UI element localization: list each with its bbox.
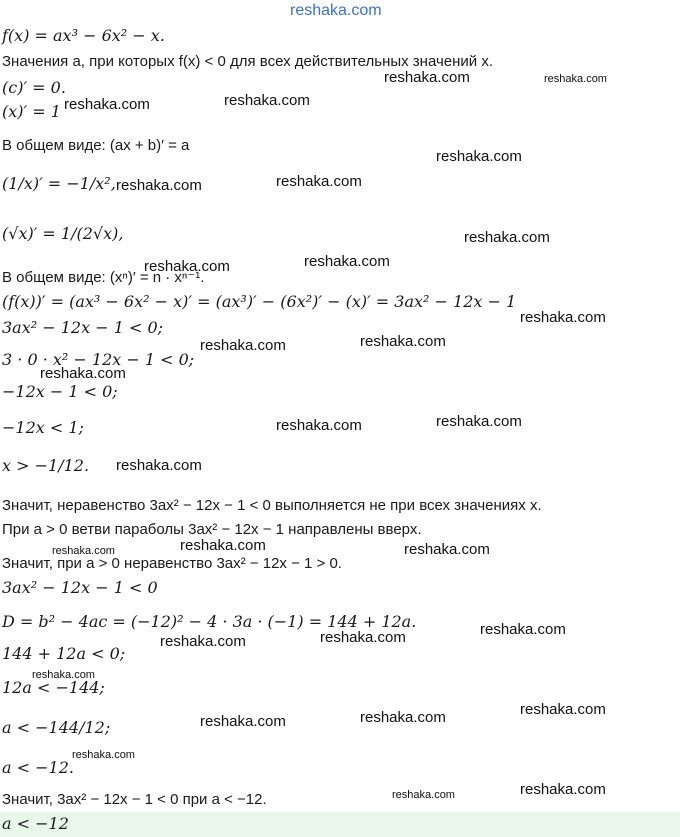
parabola-note: При a > 0 ветви параболы 3ax² − 12x − 1 направлены вверх. [2,521,422,538]
function-definition: f(x) = ax³ − 6x² − x. [2,26,165,45]
watermark[interactable]: reshaka.com [392,789,455,801]
rule-x: (x)′ = 1 [2,102,61,121]
watermark[interactable]: reshaka.com [116,177,202,194]
watermark[interactable]: reshaka.com [436,148,522,165]
step-a-2: 12a < −144; [2,678,105,697]
step-a-1: 144 + 12a < 0; [2,644,126,663]
rule-power: В общем виде: (xⁿ)′ = n · xⁿ⁻¹. [2,269,205,286]
watermark[interactable]: reshaka.com [520,781,606,798]
step-inequality-3: −12x − 1 < 0; [2,382,118,401]
watermark[interactable]: reshaka.com [360,333,446,350]
step-inequality-4: −12x < 1; [2,418,84,437]
watermark[interactable]: reshaka.com [464,229,550,246]
watermark[interactable]: reshaka.com [436,413,522,430]
derivative-line: (f(x))′ = (ax³ − 6x² − x)′ = (ax³)′ − (6x²)′ − (x)′ = 3ax² − 12x − 1 [2,292,517,311]
watermark[interactable]: reshaka.com [40,365,126,382]
watermark[interactable]: reshaka.com [144,258,230,275]
watermark[interactable]: reshaka.com [360,709,446,726]
answer: a < −12 [2,814,69,833]
final-conclusion: Значит, 3ax² − 12x − 1 < 0 при a < −12. [2,791,267,808]
watermark[interactable]: reshaka.com [160,633,246,650]
watermark[interactable]: reshaka.com [520,309,606,326]
step-inequality-5: x > −1/12. [2,456,90,475]
conclusion-1: Значит, неравенство 3ax² − 12x − 1 < 0 выполняется не при всех значениях x. [2,497,542,514]
watermark[interactable]: reshaka.com [72,749,135,761]
watermark[interactable]: reshaka.com [276,173,362,190]
step-a-3: a < −144/12; [2,718,111,737]
inequality-restated: 3ax² − 12x − 1 < 0 [2,578,158,597]
answer-highlight [0,812,680,837]
watermark-top[interactable]: reshaka.com [290,2,382,19]
task-statement: Значения a, при которых f(x) < 0 для всех действительных значений x. [2,53,494,70]
watermark[interactable]: reshaka.com [544,73,607,85]
watermark[interactable]: reshaka.com [180,537,266,554]
step-inequality-1: 3ax² − 12x − 1 < 0; [2,318,164,337]
conclusion-2: Значит, при a > 0 неравенство 3ax² − 12x − 1 > 0. [2,555,342,572]
step-a-4: a < −12. [2,758,74,777]
watermark[interactable]: reshaka.com [304,253,390,270]
watermark[interactable]: reshaka.com [116,457,202,474]
watermark[interactable]: reshaka.com [200,337,286,354]
discriminant-line: D = b² − 4ac = (−12)² − 4 · 3a · (−1) = 144 + 12a. [2,612,417,631]
watermark[interactable]: reshaka.com [64,96,150,113]
watermark[interactable]: reshaka.com [224,92,310,109]
step-inequality-2: 3 · 0 · x² − 12x − 1 < 0; [2,350,195,369]
watermark[interactable]: reshaka.com [384,69,470,86]
watermark[interactable]: reshaka.com [520,701,606,718]
watermark[interactable]: reshaka.com [276,417,362,434]
watermark[interactable]: reshaka.com [52,545,115,557]
watermark[interactable]: reshaka.com [404,541,490,558]
watermark[interactable]: reshaka.com [200,713,286,730]
watermark[interactable]: reshaka.com [320,629,406,646]
rule-reciprocal: (1/x)′ = −1/x², [2,174,116,193]
watermark[interactable]: reshaka.com [32,669,95,681]
watermark[interactable]: reshaka.com [480,621,566,638]
rule-constant: (c)′ = 0. [2,78,66,97]
rule-sqrt: (√x)′ = 1/(2√x), [2,224,124,243]
rule-general-linear: В общем виде: (ax + b)′ = a [2,137,190,154]
